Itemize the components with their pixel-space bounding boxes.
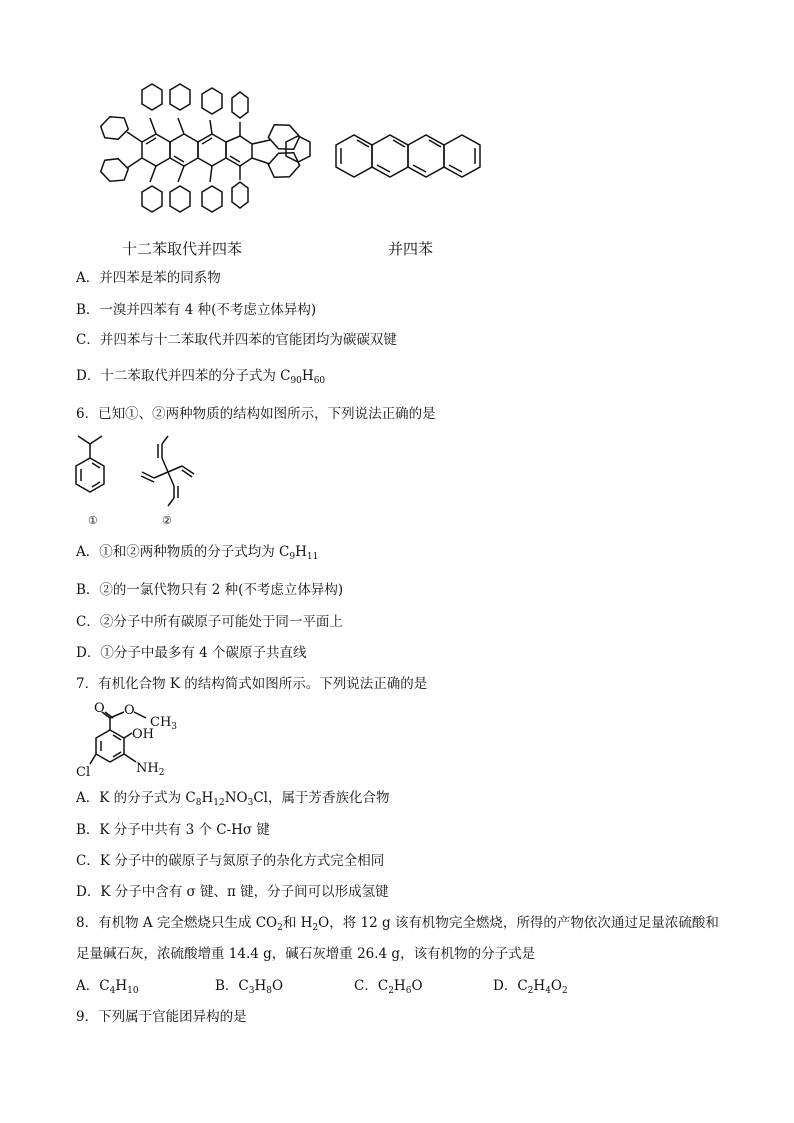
q8-option-d: D．$C_2H_4O_2$	[493, 978, 568, 996]
option-label: A．	[76, 270, 100, 286]
carbonyl-oxygen: O	[94, 701, 105, 716]
option-text: ①和②两种物质的分子式均为 C	[99, 544, 290, 560]
option-text: 十二苯取代并四苯的分子式为 C	[100, 368, 291, 384]
option-label: D．	[76, 645, 101, 661]
option-label: C．	[76, 332, 100, 348]
q6-option-d	[76, 643, 307, 663]
q6-option-a: A．①和②两种物质的分子式均为 $C_9H_{11}$	[76, 544, 319, 562]
q5-option-a	[76, 268, 221, 288]
q7-option-a: A．K 的分子式为 $C_8H_{12}NO_3Cl$，属于芳香族化合物	[76, 790, 390, 808]
q7-option-d: D．K 分子中含有 σ 键、π 键，分子间可以形成氢键	[76, 884, 389, 900]
amino-label: $NH_2$	[136, 761, 165, 778]
option-label: C．	[76, 614, 100, 630]
option-label: A．	[76, 544, 100, 560]
tetravinylmethane-structure	[128, 432, 208, 512]
ester-oxygen: O	[124, 703, 135, 718]
q6-option-b	[76, 580, 343, 600]
isopropylbenzene-structure	[70, 432, 130, 512]
option-text: ②分子中所有碳原子可能处于同一平面上	[99, 614, 343, 630]
compound-k-structure	[72, 700, 192, 780]
q8-options	[76, 976, 632, 996]
q9-stem: 9．下列属于官能团异构的是	[76, 1009, 247, 1025]
option-label: D．	[76, 368, 101, 384]
q5-option-d: D．十二苯取代并四苯的分子式为 $C_{90}H_{60}$	[76, 368, 326, 386]
methyl-label: $CH_3$	[150, 715, 178, 732]
structure-label-2: ②	[162, 514, 172, 527]
q6-option-c	[76, 612, 343, 632]
hydroxyl-label: OH	[132, 727, 154, 742]
q8-stem-line1: 8．有机物 A 完全燃烧只生成 $CO_2$和 $H_2O$，将 12 g 该有机物完全燃烧，所得的产物依次通过足量浓硫酸和	[76, 915, 719, 933]
option-text: 一溴并四苯有 4 种(不考虑立体异构)	[99, 302, 317, 318]
q7-stem: 7．有机化合物 K 的结构简式如图所示。下列说法正确的是	[76, 676, 428, 692]
option-label: B．	[76, 302, 100, 318]
q8-option-b: B．$C_3H_8O$	[215, 978, 284, 996]
option-text: 并四苯与十二苯取代并四苯的官能团均为碳碳双键	[99, 332, 397, 348]
option-label: B．	[76, 582, 100, 598]
q6-stem: 6．已知①、②两种物质的结构如图所示，下列说法正确的是	[76, 406, 436, 422]
q7-option-c: C．K 分子中的碳原子与氮原子的杂化方式完全相同	[76, 853, 385, 869]
tetracene-structure	[330, 123, 500, 193]
q5-option-c	[76, 330, 397, 350]
q7-option-b: B．K 分子中共有 3 个 C-Hσ 键	[76, 822, 270, 838]
option-text: ②的一氯代物只有 2 种(不考虑立体异构)	[99, 582, 344, 598]
q8-option-c: C．$C_2H_6O$	[354, 978, 423, 996]
chloro-label: Cl	[76, 765, 91, 780]
option-text: ①分子中最多有 4 个碳原子共直线	[100, 645, 307, 661]
caption-tetracene: 并四苯	[388, 240, 434, 258]
q8-option-a: A．$C_4H_{10}$	[76, 978, 139, 996]
q8-stem-line2: 足量碱石灰，浓硫酸增重 14.4 g，碱石灰增重 26.4 g，该有机物的分子式是	[76, 946, 536, 962]
q5-option-b	[76, 300, 316, 320]
caption-dodecaphenyl-tetracene: 十二苯取代并四苯	[122, 240, 243, 258]
option-text: 并四苯是苯的同系物	[99, 270, 221, 286]
dodecaphenyl-tetracene-structure	[72, 82, 332, 232]
structure-label-1: ①	[88, 514, 98, 527]
